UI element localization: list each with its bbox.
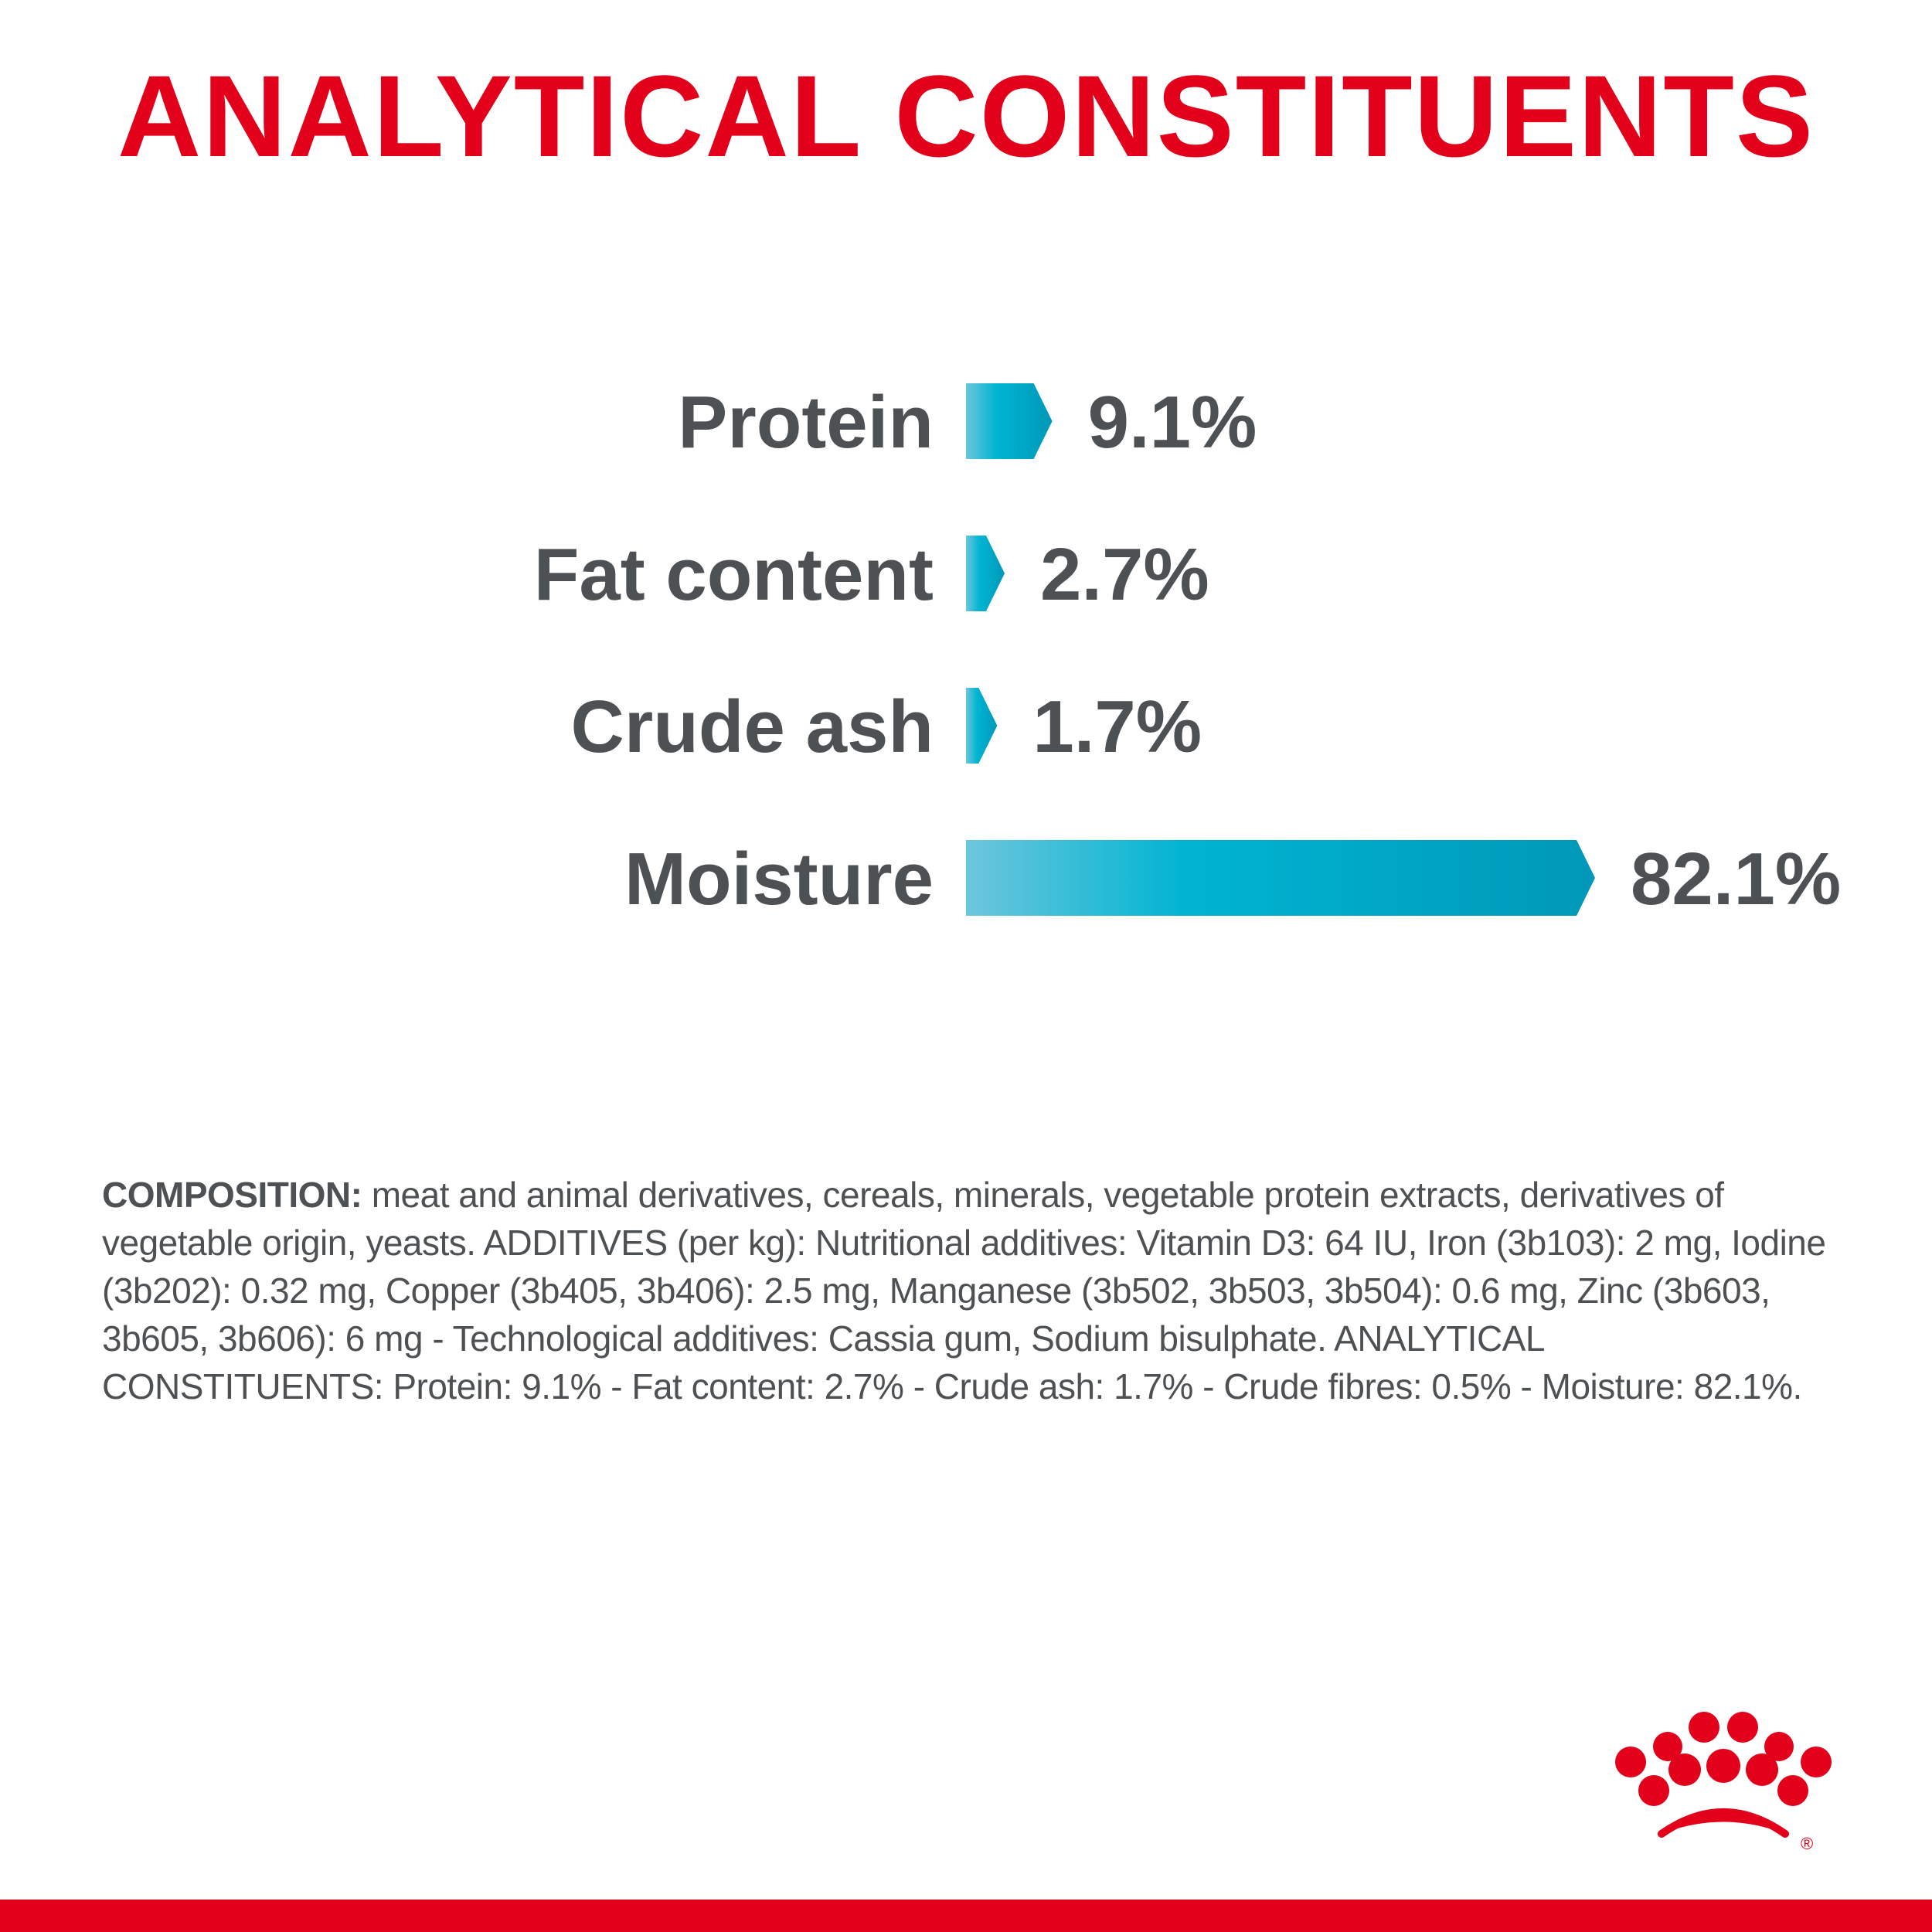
composition-body: meat and animal derivatives, cereals, minerals, vegetable protein extracts, derivatives of vegetable origin, yeasts. ADDITIVES (per kg): Nutritional additives: Vitamin D3: 64 IU, Iron (3b103): 2 mg, Iodine (3b202): 0.32 mg, Copper (3b405, 3b406): 2.5 mg, Manganese (3b502, 3b503, 3b504): 0.6 mg, Zinc (3b603, 3b605, 3b606): 6 mg - Technological additives: Cassia gum, Sodium bisulphate. ANALYTICAL CONSTITUENTS: Protein: 9.1% - Fat content: 2.7% - Crude ash: 1.7% - Crude fibres: 0.5% - Moisture: 82.1%. — [102, 1175, 1826, 1406]
bar — [966, 688, 997, 764]
value-label: 9.1% — [1087, 381, 1257, 464]
value-label: 1.7% — [1032, 685, 1202, 768]
category-label: Protein — [678, 381, 934, 464]
bar — [966, 383, 1053, 459]
footer-bar — [0, 1900, 1932, 1932]
value-label: 82.1% — [1631, 838, 1842, 920]
category-label: Moisture — [624, 838, 934, 920]
value-label: 2.7% — [1039, 533, 1209, 616]
crown-logo-icon — [1577, 1704, 1855, 1859]
category-label: Crude ash — [570, 685, 934, 768]
composition-label: COMPOSITION: — [102, 1175, 362, 1215]
bar — [966, 536, 1005, 611]
page-title: ANALYTICAL CONSTITUENTS — [117, 51, 1815, 181]
registered-mark: ® — [1801, 1834, 1814, 1853]
composition-text — [102, 1171, 1833, 1410]
category-label: Fat content — [533, 533, 934, 616]
analytical-constituents-chart — [0, 325, 1932, 958]
bar — [966, 840, 1595, 916]
